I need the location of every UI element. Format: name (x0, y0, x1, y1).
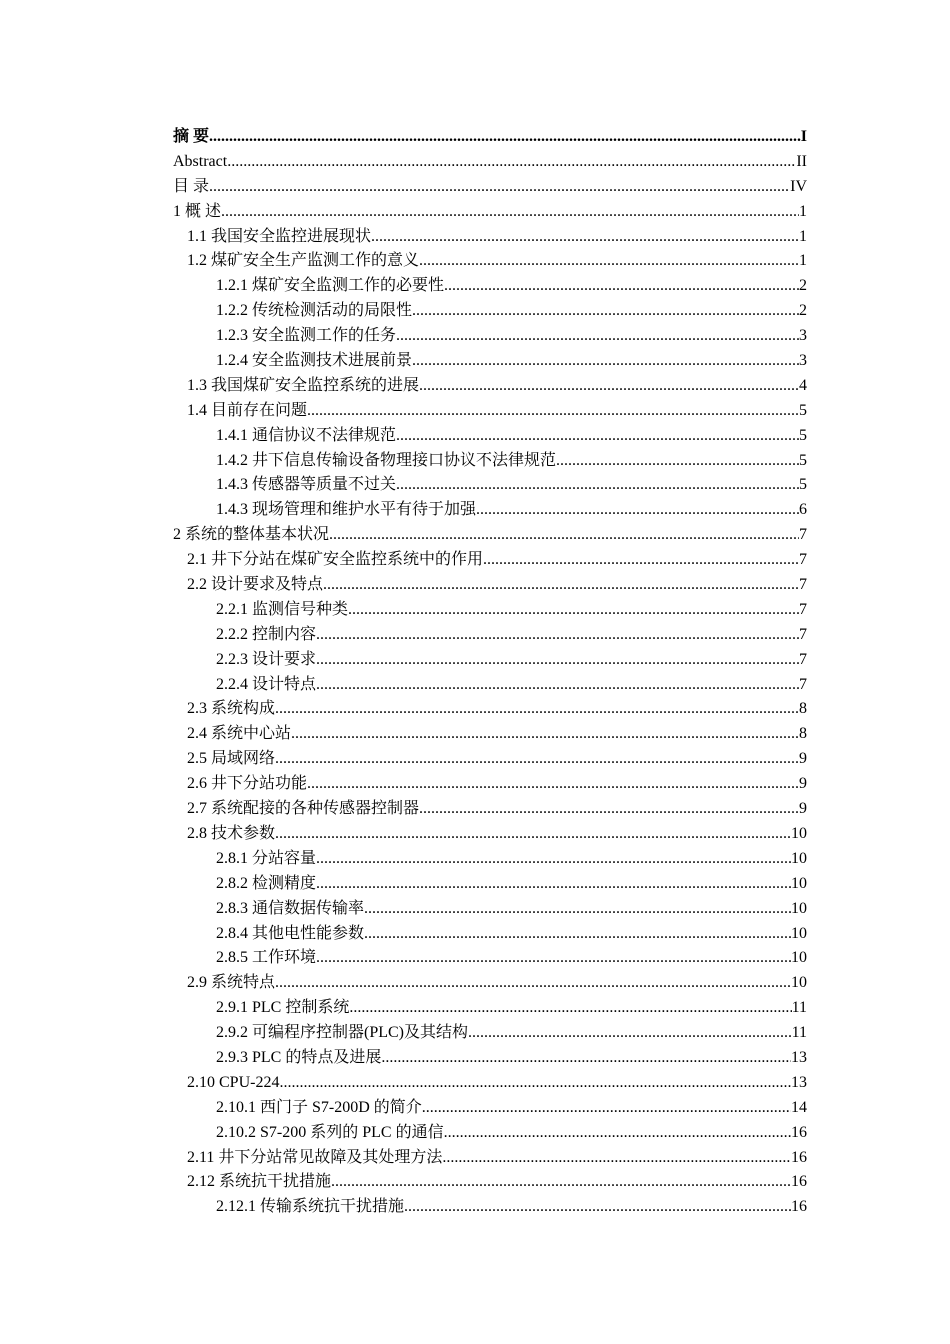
toc-entry[interactable] (173, 971, 807, 996)
toc-entry[interactable] (173, 648, 807, 673)
toc-dot-leader (316, 872, 791, 897)
toc-entry[interactable] (173, 673, 807, 698)
toc-entry[interactable] (173, 324, 807, 349)
toc-entry-title: 2 系统的整体基本状况 (173, 526, 330, 544)
toc-entry-page-number: 7 (799, 551, 807, 569)
toc-entry-title: 摘 要 (173, 128, 210, 145)
toc-dot-leader (279, 1071, 791, 1096)
toc-entry-page-number: 3 (799, 327, 807, 345)
toc-entry-page-number: 1 (799, 202, 807, 220)
toc-entry[interactable] (173, 299, 807, 324)
toc-entry-title: 2.9 系统特点 (187, 974, 276, 992)
toc-dot-leader (422, 1096, 791, 1121)
toc-entry[interactable] (173, 1195, 807, 1220)
toc-dot-leader (209, 175, 790, 200)
toc-dot-leader (364, 897, 791, 922)
toc-entry-title: 1.3 我国煤矿安全监控系统的进展 (187, 376, 420, 394)
toc-entry-page-number: 7 (799, 650, 807, 668)
toc-entry-page-number: 11 (791, 999, 807, 1017)
toc-entry[interactable] (173, 822, 807, 847)
toc-dot-leader (371, 225, 799, 250)
toc-entry[interactable] (173, 922, 807, 947)
toc-entry[interactable] (173, 1046, 807, 1071)
toc-entry[interactable] (173, 598, 807, 623)
toc-entry[interactable] (173, 424, 807, 449)
toc-entry-page-number: 10 (791, 849, 807, 867)
toc-entry-page-number: 10 (791, 899, 807, 917)
toc-dot-leader (316, 648, 799, 673)
toc-entry[interactable] (173, 897, 807, 922)
toc-entry-page-number: 8 (799, 700, 807, 718)
toc-entry[interactable] (173, 747, 807, 772)
toc-entry[interactable] (173, 872, 807, 897)
toc-entry-title: 1.4.3 现场管理和维护水平有待于加强 (216, 501, 477, 519)
toc-dot-leader (404, 1195, 791, 1220)
toc-dot-leader (419, 797, 799, 822)
toc-dot-leader (307, 399, 799, 424)
toc-entry-page-number: 5 (799, 451, 807, 469)
toc-entry-title: 2.2.2 控制内容 (216, 625, 317, 643)
toc-entry-title: 2.7 系统配接的各种传感器控制器 (187, 800, 420, 818)
toc-entry-page-number: 6 (799, 501, 807, 519)
toc-entry-title: 1.2.3 安全监测工作的任务 (216, 327, 397, 345)
toc-dot-leader (227, 150, 796, 175)
toc-dot-leader (396, 424, 799, 449)
toc-entry-page-number: 16 (791, 1123, 807, 1141)
toc-dot-leader (381, 1046, 791, 1071)
toc-entry[interactable] (173, 274, 807, 299)
toc-entry-page-number: 7 (799, 600, 807, 618)
toc-entry-title: 1.2.2 传统检测活动的局限性 (216, 302, 413, 320)
toc-entry[interactable] (173, 249, 807, 274)
toc-entry-page-number: 9 (799, 800, 807, 818)
toc-entry-title: 2.2.3 设计要求 (216, 650, 317, 668)
toc-entry-page-number: 10 (791, 974, 807, 992)
toc-entry[interactable] (173, 573, 807, 598)
toc-entry-title: 1.1 我国安全监控进展现状 (187, 227, 372, 245)
toc-entry[interactable] (173, 847, 807, 872)
toc-dot-leader (316, 623, 799, 648)
toc-entry-page-number: 14 (791, 1098, 807, 1116)
toc-entry-page-number: 10 (791, 824, 807, 842)
toc-entry[interactable] (173, 399, 807, 424)
toc-entry-title: Abstract (173, 152, 228, 170)
toc-entry-page-number: 3 (799, 352, 807, 370)
toc-dot-leader (348, 598, 799, 623)
table-of-contents (173, 125, 807, 1220)
toc-entry[interactable] (173, 449, 807, 474)
toc-entry-page-number: 10 (791, 949, 807, 967)
toc-entry-page-number: 7 (799, 526, 807, 544)
toc-entry-title: 1 概 述 (173, 202, 222, 220)
toc-entry-page-number: 2 (799, 277, 807, 295)
toc-entry-page-number: 2 (799, 302, 807, 320)
toc-entry-title: 2.12 系统抗干扰措施 (187, 1173, 332, 1191)
toc-dot-leader (444, 1121, 791, 1146)
toc-entry-page-number: 5 (799, 401, 807, 419)
toc-entry-title: 2.3 系统构成 (187, 700, 276, 718)
toc-entry-page-number: 1 (799, 227, 807, 245)
toc-entry-title: 2.8.4 其他电性能参数 (216, 924, 365, 942)
toc-dot-leader (412, 299, 799, 324)
toc-entry[interactable] (173, 722, 807, 747)
toc-entry-title: 1.4.3 传感器等质量不过关 (216, 476, 397, 494)
toc-entry-page-number: 9 (799, 750, 807, 768)
toc-entry-title: 2.2.1 监测信号种类 (216, 600, 349, 618)
toc-dot-leader (316, 847, 791, 872)
toc-entry[interactable] (173, 225, 807, 250)
toc-dot-leader (396, 473, 799, 498)
toc-dot-leader (364, 922, 791, 947)
toc-entry-page-number: 13 (791, 1048, 807, 1066)
toc-dot-leader (275, 697, 799, 722)
toc-dot-leader (349, 996, 791, 1021)
toc-entry-title: 2.5 局域网络 (187, 750, 276, 768)
toc-entry[interactable] (173, 175, 807, 200)
toc-entry-title: 2.10.2 S7-200 系列的 PLC 的通信 (216, 1123, 444, 1141)
toc-entry-page-number: 16 (791, 1198, 807, 1216)
toc-dot-leader (329, 523, 799, 548)
toc-entry[interactable] (173, 1071, 807, 1096)
toc-entry-title: 2.9.1 PLC 控制系统 (216, 999, 350, 1017)
toc-entry-title: 1.4.2 井下信息传输设备物理接口协议不法律规范 (216, 451, 557, 469)
toc-dot-leader (209, 125, 801, 150)
toc-entry-page-number: 5 (799, 426, 807, 444)
toc-dot-leader (483, 548, 799, 573)
toc-dot-leader (556, 449, 799, 474)
toc-entry[interactable] (173, 1021, 807, 1046)
toc-entry[interactable] (173, 1096, 807, 1121)
toc-entry[interactable] (173, 697, 807, 722)
toc-entry-title: 2.2.4 设计特点 (216, 675, 317, 693)
toc-dot-leader (221, 200, 799, 225)
toc-entry-title: 2.12.1 传输系统抗干扰措施 (216, 1198, 405, 1216)
toc-dot-leader (396, 324, 799, 349)
toc-entry[interactable] (173, 548, 807, 573)
toc-entry[interactable] (173, 996, 807, 1021)
toc-entry-page-number: 10 (791, 874, 807, 892)
toc-entry-title: 2.9.2 可编程序控制器(PLC)及其结构 (216, 1024, 469, 1042)
toc-entry-page-number: 13 (791, 1073, 807, 1091)
toc-entry-page-number: 7 (799, 625, 807, 643)
toc-entry[interactable] (173, 125, 807, 150)
toc-entry-page-number: 8 (799, 725, 807, 743)
toc-entry[interactable] (173, 374, 807, 399)
toc-entry[interactable] (173, 1121, 807, 1146)
toc-dot-leader (316, 673, 799, 698)
toc-entry-title: 2.8.3 通信数据传输率 (216, 899, 365, 917)
toc-entry-title: 目 录 (173, 177, 210, 195)
toc-entry-page-number: 16 (791, 1148, 807, 1166)
toc-entry[interactable] (173, 498, 807, 523)
toc-entry-title: 2.8 技术参数 (187, 824, 276, 842)
toc-entry-title: 2.2 设计要求及特点 (187, 576, 324, 594)
toc-entry[interactable] (173, 1146, 807, 1171)
toc-entry-page-number: II (796, 152, 807, 170)
toc-entry-page-number: 7 (799, 675, 807, 693)
toc-entry-title: 1.4 目前存在问题 (187, 401, 308, 419)
toc-entry-title: 2.9.3 PLC 的特点及进展 (216, 1048, 382, 1066)
toc-entry[interactable] (173, 349, 807, 374)
toc-entry-title: 2.11 井下分站常见故障及其处理方法 (187, 1148, 443, 1166)
toc-entry-title: 2.4 系统中心站 (187, 725, 292, 743)
toc-dot-leader (291, 722, 799, 747)
toc-dot-leader (419, 374, 799, 399)
toc-dot-leader (331, 1170, 791, 1195)
toc-dot-leader (444, 274, 799, 299)
toc-entry-title: 1.4.1 通信协议不法律规范 (216, 426, 397, 444)
toc-entry-page-number: 16 (791, 1173, 807, 1191)
toc-entry-title: 2.8.5 工作环境 (216, 949, 317, 967)
toc-entry-page-number: 11 (791, 1024, 807, 1042)
toc-entry-title: 2.1 井下分站在煤矿安全监控系统中的作用 (187, 551, 484, 569)
toc-entry[interactable] (173, 200, 807, 225)
toc-entry[interactable] (173, 150, 807, 175)
toc-entry[interactable] (173, 523, 807, 548)
toc-entry[interactable] (173, 946, 807, 971)
toc-dot-leader (307, 772, 799, 797)
toc-dot-leader (476, 498, 799, 523)
toc-entry-title: 2.10.1 西门子 S7-200D 的简介 (216, 1098, 422, 1116)
toc-entry-title: 2.8.2 检测精度 (216, 874, 317, 892)
toc-entry-title: 2.6 井下分站功能 (187, 775, 308, 793)
toc-entry[interactable] (173, 473, 807, 498)
toc-entry-page-number: 4 (799, 376, 807, 394)
toc-dot-leader (442, 1146, 791, 1171)
toc-entry-page-number: 1 (799, 252, 807, 270)
toc-dot-leader (275, 971, 791, 996)
toc-entry[interactable] (173, 623, 807, 648)
toc-entry-page-number: 5 (799, 476, 807, 494)
toc-dot-leader (419, 249, 799, 274)
toc-entry-title: 2.8.1 分站容量 (216, 849, 317, 867)
toc-entry[interactable] (173, 797, 807, 822)
toc-entry-title: 1.2.1 煤矿安全监测工作的必要性 (216, 277, 445, 295)
toc-dot-leader (316, 946, 791, 971)
toc-entry-page-number: 7 (799, 576, 807, 594)
toc-entry-title: 1.2.4 安全监测技术进展前景 (216, 352, 413, 370)
toc-dot-leader (412, 349, 799, 374)
toc-entry-title: 2.10 CPU-224 (187, 1073, 280, 1091)
toc-dot-leader (323, 573, 799, 598)
toc-dot-leader (468, 1021, 792, 1046)
toc-entry-page-number: 10 (791, 924, 807, 942)
toc-dot-leader (275, 822, 791, 847)
toc-entry-page-number: I (800, 128, 807, 145)
toc-entry[interactable] (173, 772, 807, 797)
toc-entry-title: 1.2 煤矿安全生产监测工作的意义 (187, 252, 420, 270)
toc-entry-page-number: 9 (799, 775, 807, 793)
toc-entry-page-number: IV (790, 177, 807, 195)
toc-entry[interactable] (173, 1170, 807, 1195)
toc-dot-leader (275, 747, 799, 772)
